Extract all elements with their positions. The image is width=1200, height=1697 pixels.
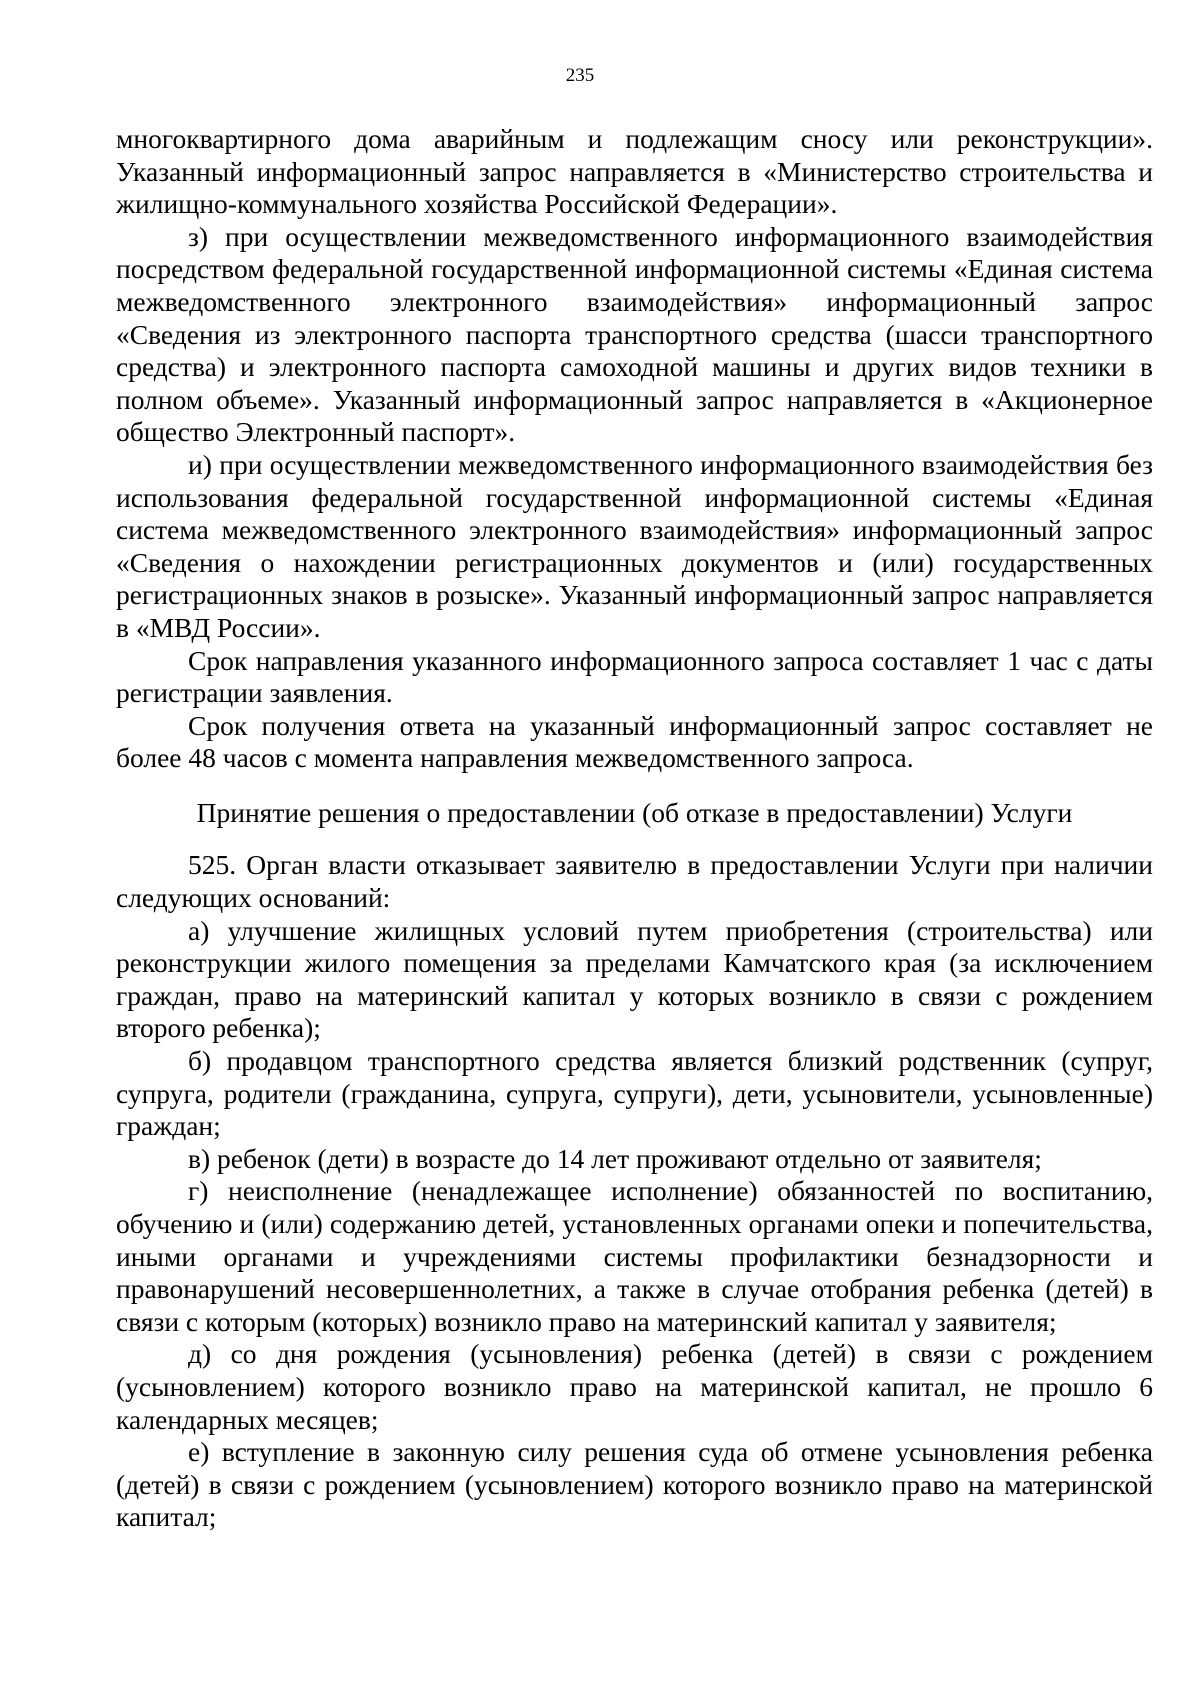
paragraph-item-v: в) ребенок (дети) в возрасте до 14 лет проживают отдельно от заявителя; — [188, 1142, 1042, 1174]
paragraph-response-deadline: Срок получения ответа на указанный информационный запрос составляет не более 48 часов с момента направления межведомственного запроса. — [116, 709, 1153, 774]
document-body — [116, 123, 1153, 1534]
paragraph-item-i: и) при осуществлении межведомственного информационного взаимодействия без использования федеральной государственной информационной системы «Единая система межведомственного электронного взаимодействия» информационный запрос «Сведения о нахождении регистрационных документов и (или) государственных регистрационных знаков в розыске». Указанный информационный запрос направляется в «МВД России». — [116, 448, 1153, 643]
paragraph-525: 525. Орган власти отказывает заявителю в предоставлении Услуги при наличии следующих оснований: — [116, 849, 1153, 914]
paragraph: многоквартирного дома аварийным и подлежащим сносу или реконструкции». Указанный информационный запрос направляется в «Министерство строительства и жилищно-коммунального хозяйства Российской Федерации». — [116, 123, 1153, 220]
page-number: 235 — [565, 65, 595, 86]
section-heading: Принятие решения о предоставлении (об отказе в предоставлении) Услуги — [196, 796, 1073, 828]
paragraph-item-g: г) неисполнение (ненадлежащее исполнение) обязанностей по воспитанию, обучению и (или) содержанию детей, установленных органами опеки и попечительства, иными органами и учреждениями системы профилактики безнадзорности и правонарушений несовершеннолетних, а также в случае отобрания ребенка (детей) в связи с которым (которых) возникло право на материнский капитал у заявителя; — [116, 1175, 1153, 1337]
paragraph-item-b: б) продавцом транспортного средства является близкий родственник (супруг, супруга, родители (гражданина, супруга, супруги), дети, усыновители, усыновленные) граждан; — [116, 1045, 1153, 1142]
paragraph-request-deadline: Срок направления указанного информационного запроса составляет 1 час с даты регистрации заявления. — [116, 644, 1153, 709]
paragraph-item-z: з) при осуществлении межведомственного информационного взаимодействия посредством федеральной государственной информационной системы «Единая система межведомственного электронного взаимодействия» информационный запрос «Сведения из электронного паспорта транспортного средства (шасси транспортного средства) и электронного паспорта самоходной машины и других видов техники в полном объеме». Указанный информационный запрос направляется в «Акционерное общество Электронный паспорт». — [116, 220, 1153, 448]
paragraph-item-e: е) вступление в законную силу решения суда об отмене усыновления ребенка (детей) в связи с рождением (усыновлением) которого возникло право на материнской капитал; — [116, 1436, 1153, 1533]
paragraph-item-a: а) улучшение жилищных условий путем приобретения (строительства) или реконструкции жилого помещения за пределами Камчатского края (за исключением граждан, право на материнский капитал у которых возникло в связи с рождением второго ребенка); — [116, 914, 1153, 1044]
paragraph-item-d: д) со дня рождения (усыновления) ребенка (детей) в связи с рождением (усыновлением) которого возникло право на материнской капитал, не прошло 6 календарных месяцев; — [116, 1338, 1153, 1435]
